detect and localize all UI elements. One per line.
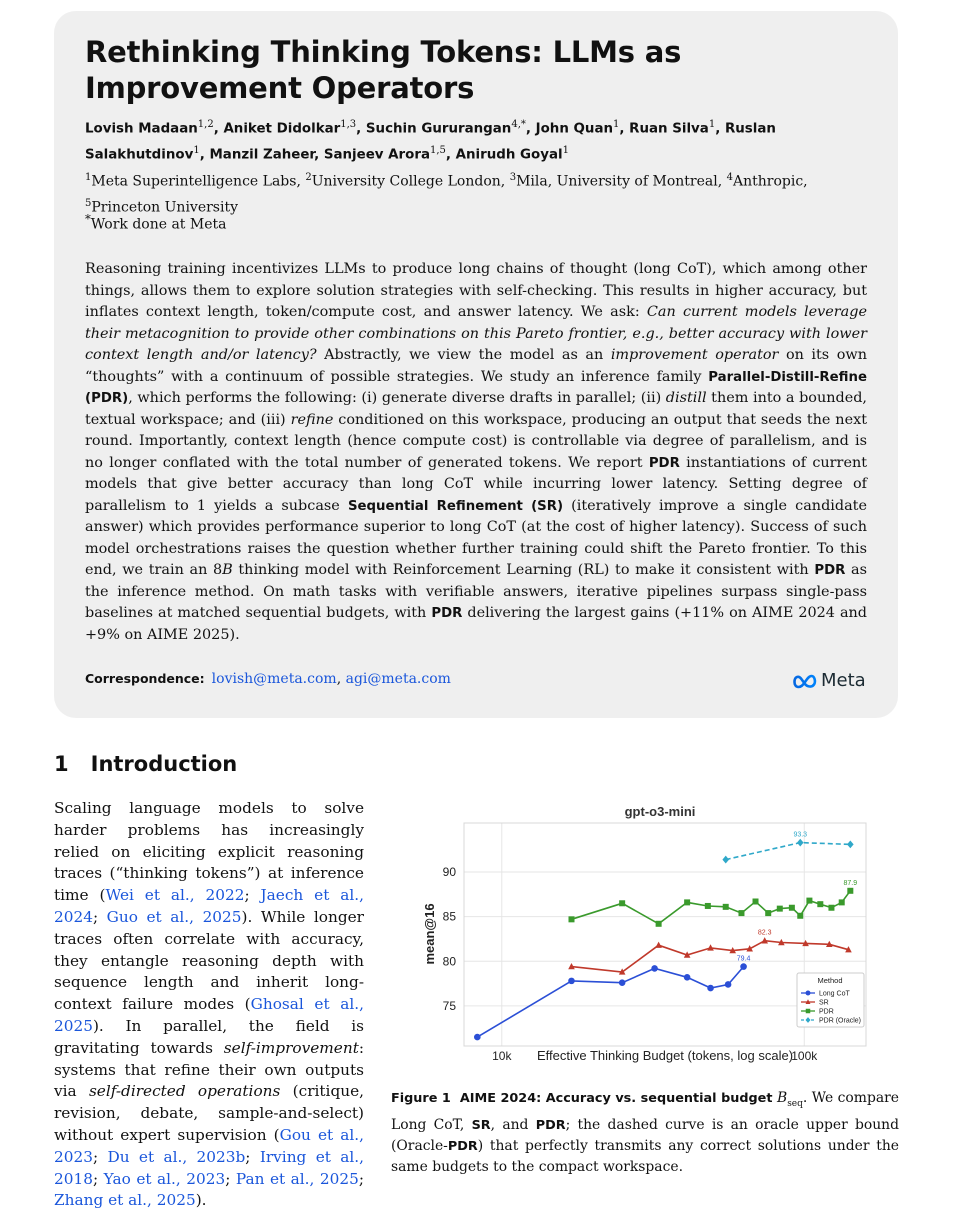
- y-tick-label: 85: [442, 909, 456, 924]
- data-point: [474, 1034, 481, 1041]
- author-sup: 1: [193, 145, 200, 157]
- data-point: [740, 963, 747, 970]
- affiliation: Meta Superintelligence Labs: [91, 173, 297, 190]
- x-tick-label: 100k: [791, 1049, 818, 1063]
- author: Ruan Silva: [629, 121, 709, 137]
- author-list: Lovish Madaan$^{1,2}$, Aniket Didolkar$^{1,3}$, Suchin Gururangan$^{4,*}$, John Quan$^1$, Ruan Silva$^1$, Ruslan Salakhutdinov$^1$, Manzil Zaheer, Sanjeev Arora$^{1,5}$, Anirudh Goyal$^1$: [85, 119, 776, 163]
- author-sup: 1: [562, 145, 569, 157]
- citation-link[interactable]: Yao et al., 2023: [103, 1169, 226, 1188]
- data-point: [568, 916, 574, 922]
- author: Sanjeev Arora: [323, 147, 430, 163]
- legend-entry: PDR: [819, 1008, 834, 1016]
- data-point: [725, 981, 732, 988]
- chart-title: gpt-o3-mini: [624, 804, 696, 819]
- author-sup: 1: [613, 119, 620, 130]
- affil-sup: 3: [509, 172, 517, 183]
- data-point: [651, 965, 658, 972]
- author-sup: 1,2: [197, 119, 214, 130]
- caption-label: Figure 1: [391, 1091, 451, 1106]
- citation-link[interactable]: Zhang et al., 2025: [54, 1191, 196, 1210]
- section-heading: [54, 752, 237, 776]
- citation-link[interactable]: Pan et al., 2025: [235, 1169, 359, 1188]
- citation-link[interactable]: Du et al., 2023b: [107, 1147, 246, 1166]
- affiliation: Mila, University of Montreal: [516, 173, 718, 190]
- data-point: [797, 839, 804, 847]
- paper-title: Rethinking Thinking Tokens: LLMs as Improvement Operators: [85, 35, 682, 105]
- author: John Quan: [535, 121, 614, 137]
- figure-chart: [414, 796, 884, 1071]
- citation-link[interactable]: Irving et al., 2018: [54, 1147, 364, 1188]
- author-sup: 4,*: [511, 119, 526, 130]
- data-point: [738, 910, 744, 916]
- citation-link[interactable]: Ghosal et al., 2025: [54, 995, 364, 1035]
- data-point: [789, 905, 795, 911]
- y-tick-label: 90: [442, 865, 456, 880]
- affiliation: Anthropic: [732, 173, 804, 190]
- figure-caption: Figure 1 AIME 2024: Accuracy vs. sequential budget $B_{seq}$. We compare Long CoT, SR, and PDR; the dashed curve is an oracle upper bound (Oracle-PDR) that perfectly transmits any correct solutions under the same budgets to the compact workspace.: [391, 1090, 900, 1175]
- affil-sup: 1: [85, 172, 92, 183]
- data-label: 79.4: [736, 955, 751, 963]
- logo-text: Meta: [821, 670, 866, 691]
- data-point: [619, 900, 625, 906]
- x-tick-label: 10k: [492, 1049, 512, 1063]
- y-tick-label: 80: [442, 954, 456, 969]
- intro-paragraph: Scaling language models to solve harder problems has increasingly relied on eliciting explicit reasoning traces (“thinking tokens”) at inference time (Wei et al., 2022; Jaech et al., 2024; Guo et al., 2025). While longer traces often correlate with accuracy, they entangle reasoning depth with sequence length and inherit long-context failure modes (Ghosal et al., 2025). In parallel, the field is gravitating towards self-improvement: systems that refine their own outputs via self-directed operations (critique, revision, debate, sample-and-select) without expert supervision (Gou et al., 2023; Du et al., 2023b; Irving et al., 2018; Yao et al., 2023; Pan et al., 2025; Zhang et al., 2025).: [54, 799, 364, 1210]
- data-point: [684, 899, 690, 905]
- legend-entry: Long CoT: [819, 990, 850, 998]
- data-point: [777, 906, 783, 912]
- series-line: [572, 891, 851, 924]
- section-number: 1: [54, 752, 69, 776]
- meta-logo: [792, 670, 866, 691]
- author-sup: 1,3: [340, 119, 357, 130]
- data-point: [684, 974, 691, 981]
- citation-link[interactable]: Guo et al., 2025: [106, 907, 242, 926]
- correspondence-label: Correspondence:: [85, 671, 205, 686]
- author: Suchin Gururangan: [365, 121, 512, 137]
- author: Anirudh Goyal: [455, 147, 563, 163]
- footnote: [85, 212, 226, 233]
- data-point: [655, 942, 662, 948]
- data-point: [753, 898, 759, 904]
- author: Ruslan Salakhutdinov: [85, 121, 776, 163]
- affiliation: University College London: [311, 173, 501, 190]
- data-point: [847, 841, 854, 849]
- x-axis-label: Effective Thinking Budget (tokens, log scale): [536, 1048, 794, 1063]
- footnote-mark: *: [85, 212, 91, 226]
- y-axis-label: mean@16: [422, 903, 437, 965]
- data-point: [656, 921, 662, 927]
- legend-title: Method: [817, 976, 843, 985]
- data-label: 87.9: [843, 879, 858, 887]
- data-point: [723, 904, 729, 910]
- data-point: [817, 901, 823, 907]
- author-sup: 1: [708, 119, 716, 130]
- citation-link[interactable]: Wei et al., 2022: [105, 886, 245, 905]
- data-point: [828, 905, 834, 911]
- abstract: Reasoning training incentivizes LLMs to produce long chains of thought (long CoT), which among other things, allows them to explore solution strategies with self-checking. This results in higher accuracy, but inflates context length, token/compute cost, and answer latency. We ask: Can current models leverage their metacognition to provide other combinations on this Pareto frontier, e.g., better accuracy with lower context length and/or latency? Abstractly, we view the model as an improvement operator on its own “thoughts” with a continuum of possible strategies. We study an inference family Parallel-Distill-Refine (PDR), which performs the following: (i) generate diverse drafts in parallel; (ii) distill them into a bounded, textual workspace; and (iii) refine conditioned on this workspace, producing an output that seeds the next round. Importantly, context length (hence compute cost) is controllable via degree of parallelism, and is no longer conflated with the total number of generated tokens. We report PDR instantiations of current models that give better accuracy than long CoT while incurring lower latency. Setting degree of parallelism to 1 yields a subcase Sequential Refinement (SR) (iteratively improve a single candidate answer) which provides performance superior to long CoT (at the cost of higher latency). Success of such model orchestrations raises the question whether further training could shift the Pareto frontier. To this end, we train an 8B thinking model with Reinforcement Learning (RL) to make it consistent with PDR as the inference method. On math tasks with verifiable answers, iterative pipelines surpass single-pass baselines at matched sequential budgets, with PDR delivering the largest gains (+11% on AIME 2024 and +9% on AIME 2025).: [85, 261, 868, 643]
- y-tick-label: 75: [442, 998, 456, 1013]
- author: Lovish Madaan: [85, 121, 198, 137]
- affil-sup: 4: [726, 172, 733, 183]
- citation-link[interactable]: Jaech et al., 2024: [54, 886, 364, 926]
- author-sup: 1,5: [429, 145, 446, 157]
- data-point: [765, 910, 771, 916]
- chart-legend: [797, 973, 864, 1027]
- data-point: [806, 991, 811, 996]
- data-point: [707, 985, 714, 992]
- footnote-text: Work done at Meta: [90, 216, 227, 233]
- affiliation: Princeton University: [91, 199, 239, 216]
- series-line: [477, 967, 743, 1038]
- affiliations: $^1$Meta Superintelligence Labs, $^2$University College London, $^3$Mila, University of Montreal, $^4$Anthropic, $^5$Princeton University: [85, 172, 808, 216]
- data-point: [722, 856, 729, 864]
- meta-infinity-icon: [792, 673, 818, 689]
- affil-sup: 2: [305, 172, 312, 183]
- legend-entry: SR: [819, 999, 829, 1007]
- data-point: [705, 903, 711, 909]
- legend-entry: PDR (Oracle): [819, 1017, 862, 1025]
- data-point: [797, 913, 803, 919]
- email-link[interactable]: lovish@meta.com: [211, 671, 337, 687]
- data-point: [568, 978, 575, 985]
- data-label: 82.3: [757, 929, 772, 937]
- citation-link[interactable]: Gou et al., 2023: [54, 1125, 364, 1166]
- data-point: [806, 898, 812, 904]
- author: Manzil Zaheer: [209, 147, 315, 163]
- data-point: [619, 979, 626, 986]
- data-point: [847, 888, 853, 894]
- data-point: [839, 899, 845, 905]
- series-line: [726, 843, 851, 860]
- email-link[interactable]: agi@meta.com: [345, 671, 451, 687]
- data-point: [806, 1009, 811, 1014]
- affil-sup: 5: [85, 197, 92, 209]
- data-label: 93.3: [793, 831, 808, 839]
- section-title: Introduction: [90, 752, 238, 776]
- correspondence: Correspondence: lovish@meta.com, agi@meta.com: [85, 671, 451, 687]
- author: Aniket Didolkar: [223, 121, 341, 137]
